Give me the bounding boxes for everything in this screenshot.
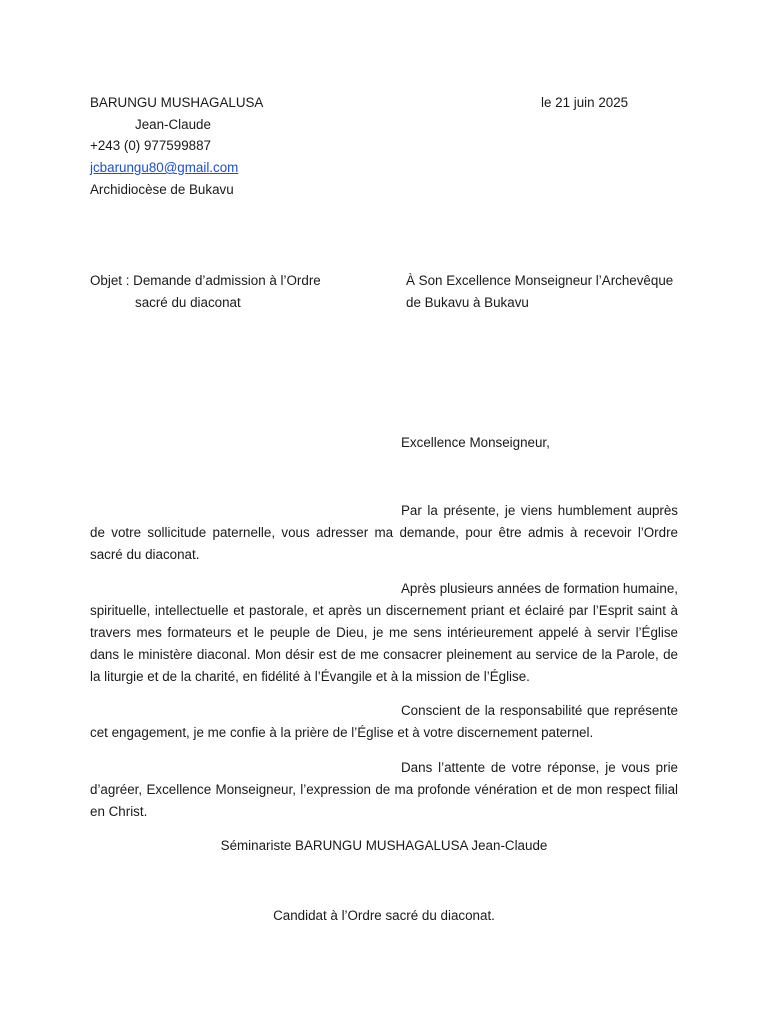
signature: Séminariste BARUNGU MUSHAGALUSA Jean-Claude [220, 838, 548, 853]
recipient-line-2: de Bukavu à Bukavu [406, 295, 529, 310]
sender-given-name: Jean-Claude [135, 117, 211, 132]
body-paragraph-2-text: Après plusieurs années de formation humaine, spirituelle, intellectuelle et pastorale, et après un discernement priant et éclairé par l’Esprit saint à travers mes formateurs et le peuple de Dieu, je me sens intérieurement appelé à servir l’Église dans le ministère diaconal. Mon désir est de me consacrer pleinement au service de la Parole, de la liturgie et de la charité, en fidélité à l’Évangile et à la mission de l’Église. [90, 581, 678, 684]
body-paragraph-2 [90, 578, 678, 688]
recipient-line-1: À Son Excellence Monseigneur l’Archevêque [406, 273, 674, 288]
body-paragraph-3-text: Conscient de la responsabilité que représente cet engagement, je me confie à la prière de l’Église et à votre discernement paternel. [90, 703, 678, 740]
body-paragraph-3 [90, 700, 678, 744]
sender-name: BARUNGU MUSHAGALUSA [90, 95, 264, 110]
body-paragraph-4-text: Dans l’attente de votre réponse, je vous prie d’agréer, Excellence Monseigneur, l’expression de ma profonde vénération et de mon respect filial en Christ. [90, 760, 678, 819]
body-paragraph-4 [90, 757, 678, 823]
letter-date: le 21 juin 2025 [541, 95, 629, 110]
sender-email-link[interactable]: jcbarungu80@gmail.com [90, 160, 239, 175]
closing-title: Candidat à l’Ordre sacré du diaconat. [273, 908, 495, 923]
body-paragraph-1-text: Par la présente, je viens humblement auprès de votre sollicitude paternelle, vous adresser ma demande, pour être admis à recevoir l’Ordre sacré du diaconat. [90, 503, 678, 562]
subject-line-1: Objet : Demande d’admission à l’Ordre [90, 273, 321, 288]
body-paragraph-1 [90, 500, 678, 566]
subject-line-2: sacré du diaconat [135, 295, 241, 310]
sender-phone: +243 (0) 977599887 [90, 138, 211, 153]
sender-diocese: Archidiocèse de Bukavu [90, 182, 234, 197]
salutation: Excellence Monseigneur, [401, 435, 550, 450]
